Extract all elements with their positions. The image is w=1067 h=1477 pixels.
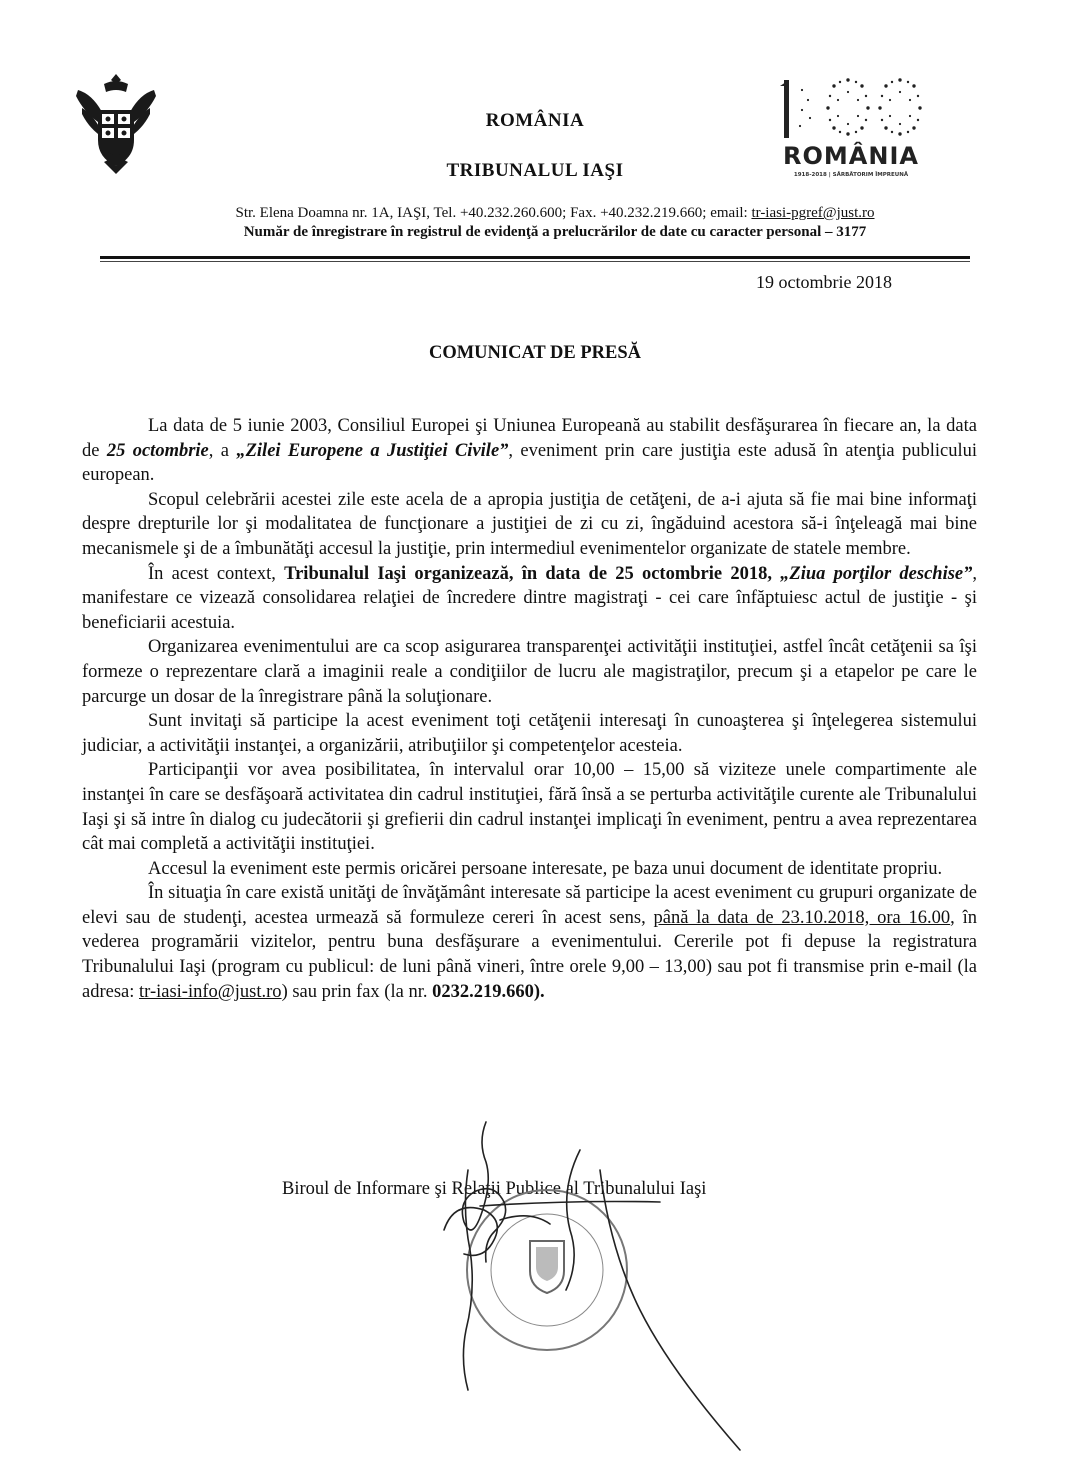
contact-email-link[interactable]: tr-iasi-pgref@just.ro xyxy=(751,205,875,221)
p1-date-emphasis: 25 octombrie xyxy=(106,440,209,461)
document-body xyxy=(82,414,977,1004)
p3-text: În acest context, xyxy=(148,563,285,584)
header-institution: TRIBUNALUL IAŞI xyxy=(446,160,624,181)
p1-event-name: „Zilei Europene a Justiţiei Civile” xyxy=(236,440,509,461)
paragraph-2: Scopul celebrării acestei zile este acela de a apropia justiţia de cetăţeni, de a-i ajuta să fie mai bine informaţi despre drepturile lor şi modalitatea de funcţionare a justiţiei de zi cu zi, îngăduind acestora să-i înţeleagă mai bine mecanismele şi de a îmbunătăţi accesul la justiţie, prin intermediul evenimentelor organizate de statele membre. xyxy=(82,489,977,559)
document-date: 19 octombrie 2018 xyxy=(756,272,892,292)
coat-of-arms-icon xyxy=(74,70,158,178)
contact-details: Str. Elena Doamna nr. 1A, IAŞI, Tel. +40.232.260.600; Fax. +40.232.219.660; email: xyxy=(235,205,752,221)
p8-deadline: până la data de 23.10.2018, ora 16.00 xyxy=(653,907,951,928)
p8-end: ). xyxy=(533,981,545,1002)
registry-line: Număr de înregistrare în registrul de evidenţă a prelucrărilor de date cu caracter personal – 3177 xyxy=(243,224,867,240)
p8-text-3: ) sau prin fax (la nr. xyxy=(281,981,433,1002)
p1-text: La data de 5 iunie 2003, Consiliul Europei şi Uniunea Europeană au stabilit desfăşurarea în fiecare an, la data de xyxy=(82,416,977,461)
signature-office: Biroul de Informare şi Relaţii Publice al Tribunalului Iaşi xyxy=(282,1179,707,1199)
p8-text: În situaţia în care există unităţi de învăţământ interesate să participe la acest eveniment cu grupuri organizate de elevi sau de studenţi, acestea urmează să formuleze cereri în acest sens, xyxy=(82,883,977,928)
logo-tagline: 1918-2018 | SĂRBĂTORIM ÎMPREUNĂ xyxy=(793,172,909,178)
paragraph-6: Participanţii vor avea posibilitatea, în intervalul orar 10,00 – 15,00 să viziteze unele compartimente ale instanţei în care se desfăşoară activitatea din cadrul instituţiei, fără însă a se perturba activităţile curente ale Tribunalului Iaşi şi să intre în dialog cu judecătorii şi grefierii din cadrul instanţei implicaţi în eveniment, pentru a avea reprezentarea cât mai completă a activităţii instituţiei. xyxy=(82,760,977,855)
fax-number: 0232.219.660 xyxy=(432,981,534,1002)
paragraph-1 xyxy=(82,414,977,488)
header-divider xyxy=(100,256,970,259)
p1-text-3: , eveniment prin care justiţia este adusă în atenţia publicului european. xyxy=(82,440,977,486)
paragraph-8 xyxy=(82,881,977,1004)
header-country: ROMÂNIA xyxy=(485,110,585,131)
handwritten-signature xyxy=(420,1110,760,1460)
paragraph-3 xyxy=(82,562,977,636)
contact-line xyxy=(80,205,1030,222)
paragraph-4: Organizarea evenimentului are ca scop asigurarea transparenţei activităţii instituţiei, astfel încât cetăţenii sa îşi formeze o reprezentare clară a imaginii reale a condiţiilor de lucru ale magistraţilor, precum şi a etapelor pe care le parcurge un dosar de la înregistrare până la soluţionare. xyxy=(82,637,977,707)
p3-text-2: , manifestare ce vizează consolidarea relaţiei de încredere dintre magistraţi - cei care înfăptuiesc actul de justiţie - şi beneficiarii acestuia. xyxy=(82,563,977,633)
paragraph-5: Sunt invitaţi să participe la acest eveniment toţi cetăţenii interesaţi în cunoaşterea şi înţelegerea sistemului judiciar, a activităţii instanţei, a organizării, atribuţiilor şi competenţelor acesteia. xyxy=(82,711,977,756)
p1-text-2: , a xyxy=(208,440,237,461)
p8-text-2: , în vederea programării vizitelor, pentru buna desfăşurare a evenimentului. Cererile pot fi depuse la registratura Tribunalului Iaşi (program cu publicul: de luni până vineri, între orele 9,00 – 13,00) sau pot fi transmise prin e-mail (la adresa: xyxy=(82,907,977,1002)
p3-event-name: „Ziua porţilor deschise” xyxy=(780,563,973,584)
paragraph-7: Accesul la eveniment este permis oricărei persoane interesate, pe baza unui document de identitate propriu. xyxy=(148,858,943,879)
p3-bold: Tribunalul Iaşi organizează, în data de 25 octombrie 2018, xyxy=(284,563,781,584)
info-email-link[interactable]: tr-iasi-info@just.ro xyxy=(139,981,282,1002)
header-divider-thin xyxy=(100,261,970,262)
logo-romania-word: ROMÂNIA xyxy=(783,142,919,170)
document-title: COMUNICAT DE PRESĂ xyxy=(428,343,642,363)
